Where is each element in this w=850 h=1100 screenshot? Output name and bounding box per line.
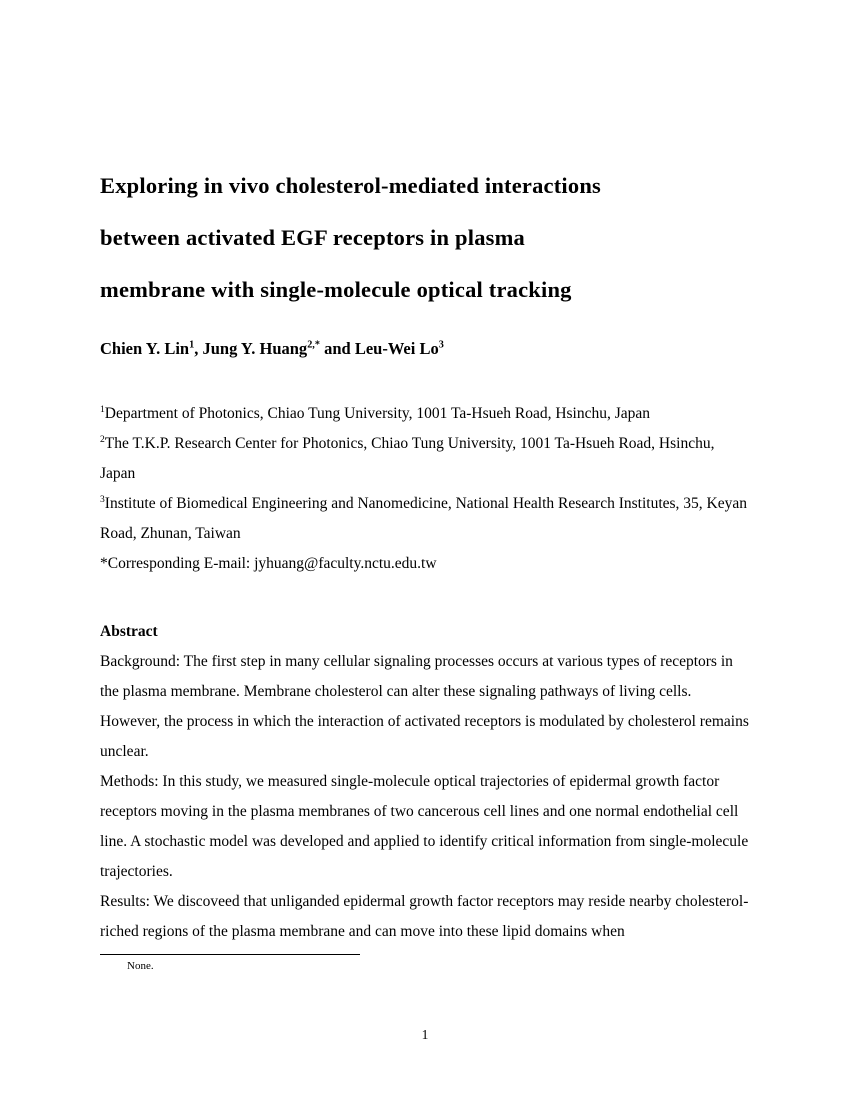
abstract-paragraph-methods: Methods: In this study, we measured single-molecule optical trajectories of epidermal growth factor receptors moving in the plasma membranes of two cancerous cell lines and one normal endothelial cell line. A stochastic model was developed and applied to identify critical information from single-molecule trajectories. xyxy=(100,773,749,880)
footnote-text: None. xyxy=(127,960,154,972)
author-2: , Jung Y. Huang xyxy=(194,339,308,358)
abstract-section xyxy=(100,617,752,947)
abstract-heading: Abstract xyxy=(100,623,158,640)
affiliation-2-mark: 2 xyxy=(100,433,105,445)
author-1: Chien Y. Lin xyxy=(100,339,190,358)
affiliation-3-mark: 3 xyxy=(100,493,105,505)
author-3: and Leu-Wei Lo xyxy=(319,339,439,358)
abstract-paragraph-background: Background: The first step in many cellular signaling processes occurs at various types of receptors in the plasma membrane. Membrane cholesterol can alter these signaling pathways of living cells. However, the process in which the interaction of activated receptors is modulated by cholesterol remains unclear. xyxy=(100,653,749,760)
footnote-divider xyxy=(100,954,360,955)
author-2-affiliation-mark: 2,* xyxy=(307,339,320,351)
paper-title xyxy=(100,160,752,316)
affiliation-1-mark: 1 xyxy=(100,403,105,415)
page-number: 1 xyxy=(421,1027,429,1042)
affiliation-3 xyxy=(100,489,752,549)
affiliation-2-text: The T.K.P. Research Center for Photonics, Chiao Tung University, 1001 Ta-Hsueh Road, Hsinchu, Japan xyxy=(100,435,715,482)
title-line-1: Exploring in vivo cholesterol-mediated interactions xyxy=(100,173,602,198)
affiliation-1-text: Department of Photonics, Chiao Tung University, 1001 Ta-Hsueh Road, Hsinchu, Japan xyxy=(104,405,651,422)
corresponding-email-line: *Corresponding E-mail: jyhuang@faculty.nctu.edu.tw xyxy=(100,555,437,572)
affiliation-3-text: Institute of Biomedical Engineering and Nanomedicine, National Health Research Institutes, 35, Keyan Road, Zhunan, Taiwan xyxy=(100,495,747,542)
affiliation-2 xyxy=(100,429,752,489)
abstract-paragraph-results: Results: We discoveed that unliganded epidermal growth factor receptors may reside nearby cholesterol-riched regions of the plasma membrane and can move into these lipid domains when xyxy=(100,893,749,940)
author-1-affiliation-mark: 1 xyxy=(189,339,195,351)
affiliations-block xyxy=(100,399,752,579)
title-line-3: membrane with single-molecule optical tracking xyxy=(100,277,572,302)
title-line-2: between activated EGF receptors in plasma xyxy=(100,225,526,250)
author-3-affiliation-mark: 3 xyxy=(438,339,444,351)
affiliation-1 xyxy=(100,399,752,429)
author-line xyxy=(100,336,752,362)
